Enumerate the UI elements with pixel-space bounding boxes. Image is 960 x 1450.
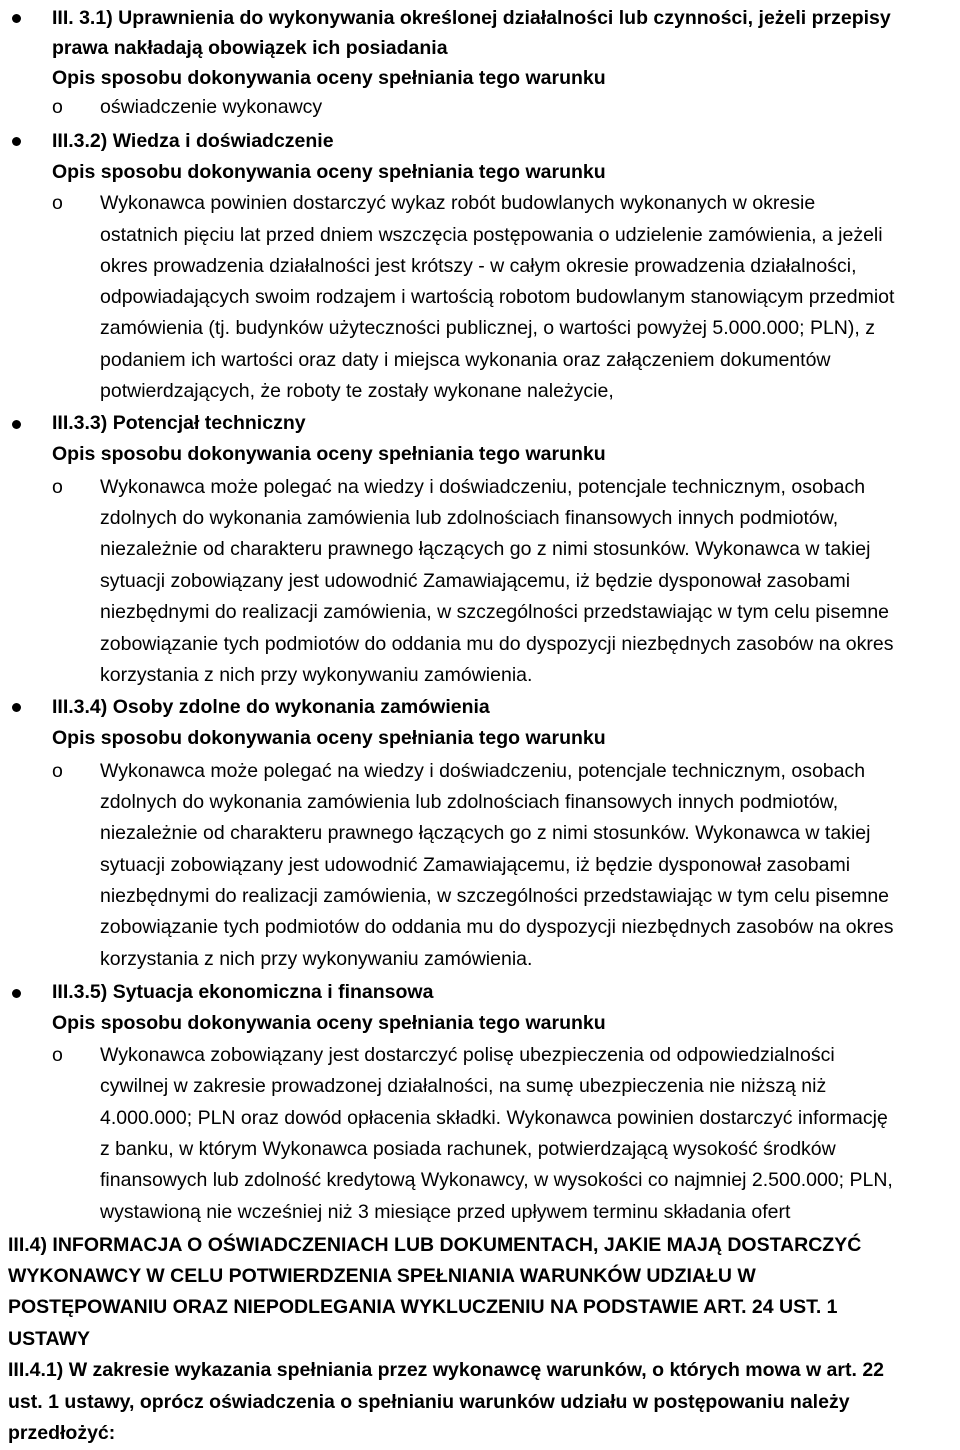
list-item-line: finansowych lub zdolność kredytową Wykonawcy, w wysokości co najmniej 2.500.000; PLN,	[100, 1169, 893, 1191]
list-item-line: zdolnych do wykonania zamówienia lub zdolnościach finansowych innych podmiotów,	[100, 791, 839, 813]
section-heading: POSTĘPOWANIU ORAZ NIEPODLEGANIA WYKLUCZENIU NA PODSTAWIE ART. 24 UST. 1	[8, 1296, 838, 1318]
sub-section-heading: ust. 1 ustawy, oprócz oświadczenia o spełnianiu warunków udziału w postępowaniu należy	[8, 1391, 850, 1413]
sub-bullet-icon: o	[52, 96, 63, 118]
list-item-line: z banku, w którym Wykonawca posiada rachunek, potwierdzającą wysokość środków	[100, 1138, 836, 1160]
list-item-line: zobowiązanie tych podmiotów do oddania mu do dyspozycji niezbędnych zasobów na okres	[100, 916, 894, 938]
section-heading: WYKONAWCY W CELU POTWIERDZENIA SPEŁNIANIA WARUNKÓW UDZIAŁU W	[8, 1265, 756, 1287]
list-item-line: zdolnych do wykonania zamówienia lub zdolnościach finansowych innych podmiotów,	[100, 507, 839, 529]
sub-section-heading: III.4.1) W zakresie wykazania spełniania przez wykonawcę warunków, o których mowa w art. 22	[8, 1359, 885, 1381]
list-item-line: niezależnie od charakteru prawnego łączących go z nimi stosunków. Wykonawca w takiej	[100, 538, 871, 560]
list-item-line: podaniem ich wartości oraz daty i miejsca wykonania oraz załączeniem dokumentów	[100, 349, 831, 371]
sub-bullet-icon: o	[52, 1044, 63, 1066]
list-item-line: 4.000.000; PLN oraz dowód opłacenia składki. Wykonawca powinien dostarczyć informację	[100, 1107, 888, 1129]
bullet-icon	[12, 703, 21, 712]
section-heading-continuation: prawa nakładają obowiązek ich posiadania	[52, 37, 448, 59]
method-label: Opis sposobu dokonywania oceny spełniania tego warunku	[52, 1012, 606, 1034]
method-label: Opis sposobu dokonywania oceny spełniania tego warunku	[52, 67, 606, 89]
bullet-icon	[12, 137, 21, 146]
sub-section-heading: przedłożyć:	[8, 1422, 116, 1444]
list-item-line: Wykonawca może polegać na wiedzy i doświadczeniu, potencjale technicznym, osobach	[100, 760, 866, 782]
bullet-icon	[12, 420, 21, 429]
bullet-icon	[12, 989, 21, 998]
section-heading: III.3.3) Potencjał techniczny	[52, 412, 306, 434]
list-item-line: zobowiązanie tych podmiotów do oddania mu do dyspozycji niezbędnych zasobów na okres	[100, 633, 894, 655]
list-item-line: niezbędnymi do realizacji zamówienia, w szczególności przedstawiając w tym celu pisemne	[100, 601, 890, 623]
list-item-line: Wykonawca może polegać na wiedzy i doświadczeniu, potencjale technicznym, osobach	[100, 476, 866, 498]
list-item-line: Wykonawca zobowiązany jest dostarczyć polisę ubezpieczenia od odpowiedzialności	[100, 1044, 835, 1066]
list-item-line: korzystania z nich przy wykonywaniu zamówienia.	[100, 948, 533, 970]
list-item-line: odpowiadających swoim rodzajem i wartością robotom budowlanym stanowiącym przedmiot	[100, 286, 895, 308]
list-item-line: potwierdzających, że roboty te zostały wykonane należycie,	[100, 380, 614, 402]
list-item-line: niezależnie od charakteru prawnego łączących go z nimi stosunków. Wykonawca w takiej	[100, 822, 871, 844]
list-item-line: sytuacji zobowiązany jest udowodnić Zamawiającemu, iż będzie dysponował zasobami	[100, 570, 851, 592]
list-item-line: Wykonawca powinien dostarczyć wykaz robót budowlanych wykonanych w okresie	[100, 192, 816, 214]
section-heading: III.3.2) Wiedza i doświadczenie	[52, 130, 334, 152]
list-item-line: okres prowadzenia działalności jest krótszy - w całym okresie prowadzenia działalności,	[100, 255, 857, 277]
list-item-line: ostatnich pięciu lat przed dniem wszczęcia postępowania o udzielenie zamówienia, a jeżeli	[100, 224, 883, 246]
section-heading: III. 3.1) Uprawnienia do wykonywania określonej działalności lub czynności, jeżeli przepisy	[52, 7, 891, 29]
section-heading: USTAWY	[8, 1328, 90, 1350]
bullet-icon	[12, 14, 21, 23]
list-item: oświadczenie wykonawcy	[100, 96, 323, 118]
method-label: Opis sposobu dokonywania oceny spełniania tego warunku	[52, 443, 606, 465]
list-item-line: zamówienia (tj. budynków użyteczności publicznej, o wartości powyżej 5.000.000; PLN), z	[100, 317, 875, 339]
sub-bullet-icon: o	[52, 760, 63, 782]
list-item-line: wystawioną nie wcześniej niż 3 miesiące przed upływem terminu składania ofert	[100, 1201, 791, 1223]
list-item-line: cywilnej w zakresie prowadzonej działalności, na sumę ubezpieczenia nie niższą niż	[100, 1075, 827, 1097]
sub-bullet-icon: o	[52, 476, 63, 498]
section-heading: III.4) INFORMACJA O OŚWIADCZENIACH LUB DOKUMENTACH, JAKIE MAJĄ DOSTARCZYĆ	[8, 1234, 862, 1256]
list-item-line: korzystania z nich przy wykonywaniu zamówienia.	[100, 664, 533, 686]
section-heading: III.3.4) Osoby zdolne do wykonania zamówienia	[52, 696, 490, 718]
section-heading: III.3.5) Sytuacja ekonomiczna i finansowa	[52, 981, 434, 1003]
sub-bullet-icon: o	[52, 192, 63, 214]
method-label: Opis sposobu dokonywania oceny spełniania tego warunku	[52, 161, 606, 183]
list-item-line: sytuacji zobowiązany jest udowodnić Zamawiającemu, iż będzie dysponował zasobami	[100, 854, 851, 876]
method-label: Opis sposobu dokonywania oceny spełniania tego warunku	[52, 727, 606, 749]
list-item-line: niezbędnymi do realizacji zamówienia, w szczególności przedstawiając w tym celu pisemne	[100, 885, 890, 907]
